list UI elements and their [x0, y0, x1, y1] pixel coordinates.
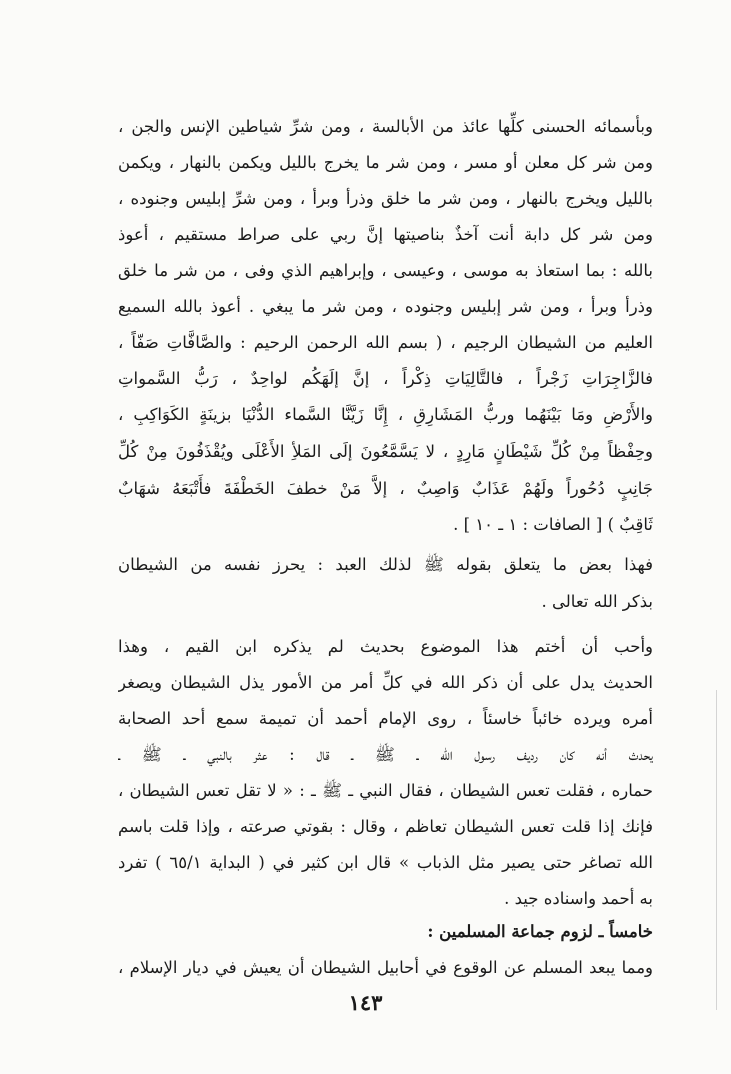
- page-number: ١٤٣: [348, 990, 383, 1015]
- text-line: والأَرْضِ ومَا بَيْنَهُما وربُّ المَشَارِقِ ، إِنَّا زَيَّنَّا السَّماء الدُّنْيَا بزينَةٍ الكَوَاكِبِ ،: [118, 405, 653, 424]
- text-line: الله تصاغر حتى يصير مثل الذباب » قال ابن كثير في ( البداية ٦٥/١ ) تفرد: [118, 853, 653, 872]
- text-line: حماره ، فقلت تعس الشيطان ، فقال النبي ـ ﷺ ـ : « لا تقل تعس الشيطان ،: [118, 781, 653, 800]
- text-line: العليم من الشيطان الرجيم ، ( بسم الله الرحمن الرحيم : والصَّافَّاتِ صَفّاً ،: [118, 333, 653, 352]
- text-line: ومن شر كل معلن أو مسر ، ومن شر ما يخرج بالليل ويكمن بالنهار ، ويكمن: [118, 153, 653, 172]
- text-line: بذكر الله تعالى .: [541, 592, 653, 611]
- text-line: فالزَّاجِرَاتِ زَجْراً ، فالتَّالِيَاتِ ذِكْراً ، إنَّ إلَهَكُم لواحِدٌ ، رَبُّ السَّمواتِ: [118, 369, 653, 388]
- text-line: ومما يبعد المسلم عن الوقوع في أحابيل الشيطان أن يعيش في ديار الإسلام ،: [118, 958, 653, 977]
- text-line: يحدث أنه كان رديف رسول الله ـ ﷺ ـ قال : عثر بالنبي ـ ﷺ ـ: [118, 745, 653, 764]
- text-line: ثَاقِبٌ ) [ الصافات : ١ ـ ١٠ ] .: [453, 515, 653, 534]
- text-line: فهذا بعض ما يتعلق بقوله ﷺ لذلك العبد : يحرز نفسه من الشيطان: [118, 555, 653, 574]
- text-line: به أحمد واسناده جيد .: [504, 889, 653, 908]
- text-line: بالله : بما استعاذ به موسى ، وعيسى ، وإبراهيم الذي وفى ، من شر ما خلق: [118, 261, 653, 280]
- text-line: فإنك إذا قلت تعس الشيطان تعاظم ، وقال : بقوتي صرعته ، وإذا قلت باسم: [118, 817, 653, 836]
- page-edge-divider: [716, 690, 717, 1010]
- text-line: بالليل ويخرج بالنهار ، ومن شر ما خلق وذرأ وبرأ ، ومن شرِّ إبليس وجنوده ،: [118, 189, 653, 208]
- text-line: أمره ويرده خائباً خاسئاً ، روى الإمام أحمد أن تميمة سمع أحد الصحابة: [118, 709, 653, 728]
- text-line: ومن شر كل دابة أنت آخذٌ بناصيتها إنَّ ربي على صراط مستقيم ، أعوذ: [118, 225, 653, 244]
- text-line: الحديث يدل على أن ذكر الله في كلِّ أمر من الأمور يذل الشيطان ويصغر: [118, 673, 653, 692]
- text-line: وذرأ وبرأ ، ومن شر إبليس وجنوده ، ومن شر ما يبغي . أعوذ بالله السميع: [118, 297, 653, 316]
- text-line: جَانِبٍ دُحُوراً ولَهُمْ عَذَابٌ وَاصِبٌ ، إلاَّ مَنْ خطفَ الخَطْفَةَ فأَتْبَعَهُ شهَابٌ: [118, 479, 653, 498]
- text-line: وأحب أن أختم هذا الموضوع بحديث لم يذكره ابن القيم ، وهذا: [118, 637, 653, 656]
- text-line: وحِفْظاً مِنْ كُلِّ شَيْطَانٍ مَارِدٍ ، لا يَسَّمَّعُونَ إلَى المَلأِ الأَعْلَى ويُقْذَفُونَ مِنْ كُلِّ: [118, 442, 653, 461]
- section-heading: خامساً ـ لزوم جماعة المسلمين :: [427, 922, 653, 941]
- text-line: وبأسمائه الحسنى كلِّها عائذ من الأبالسة ، ومن شرِّ شياطين الإنس والجن ،: [118, 117, 653, 136]
